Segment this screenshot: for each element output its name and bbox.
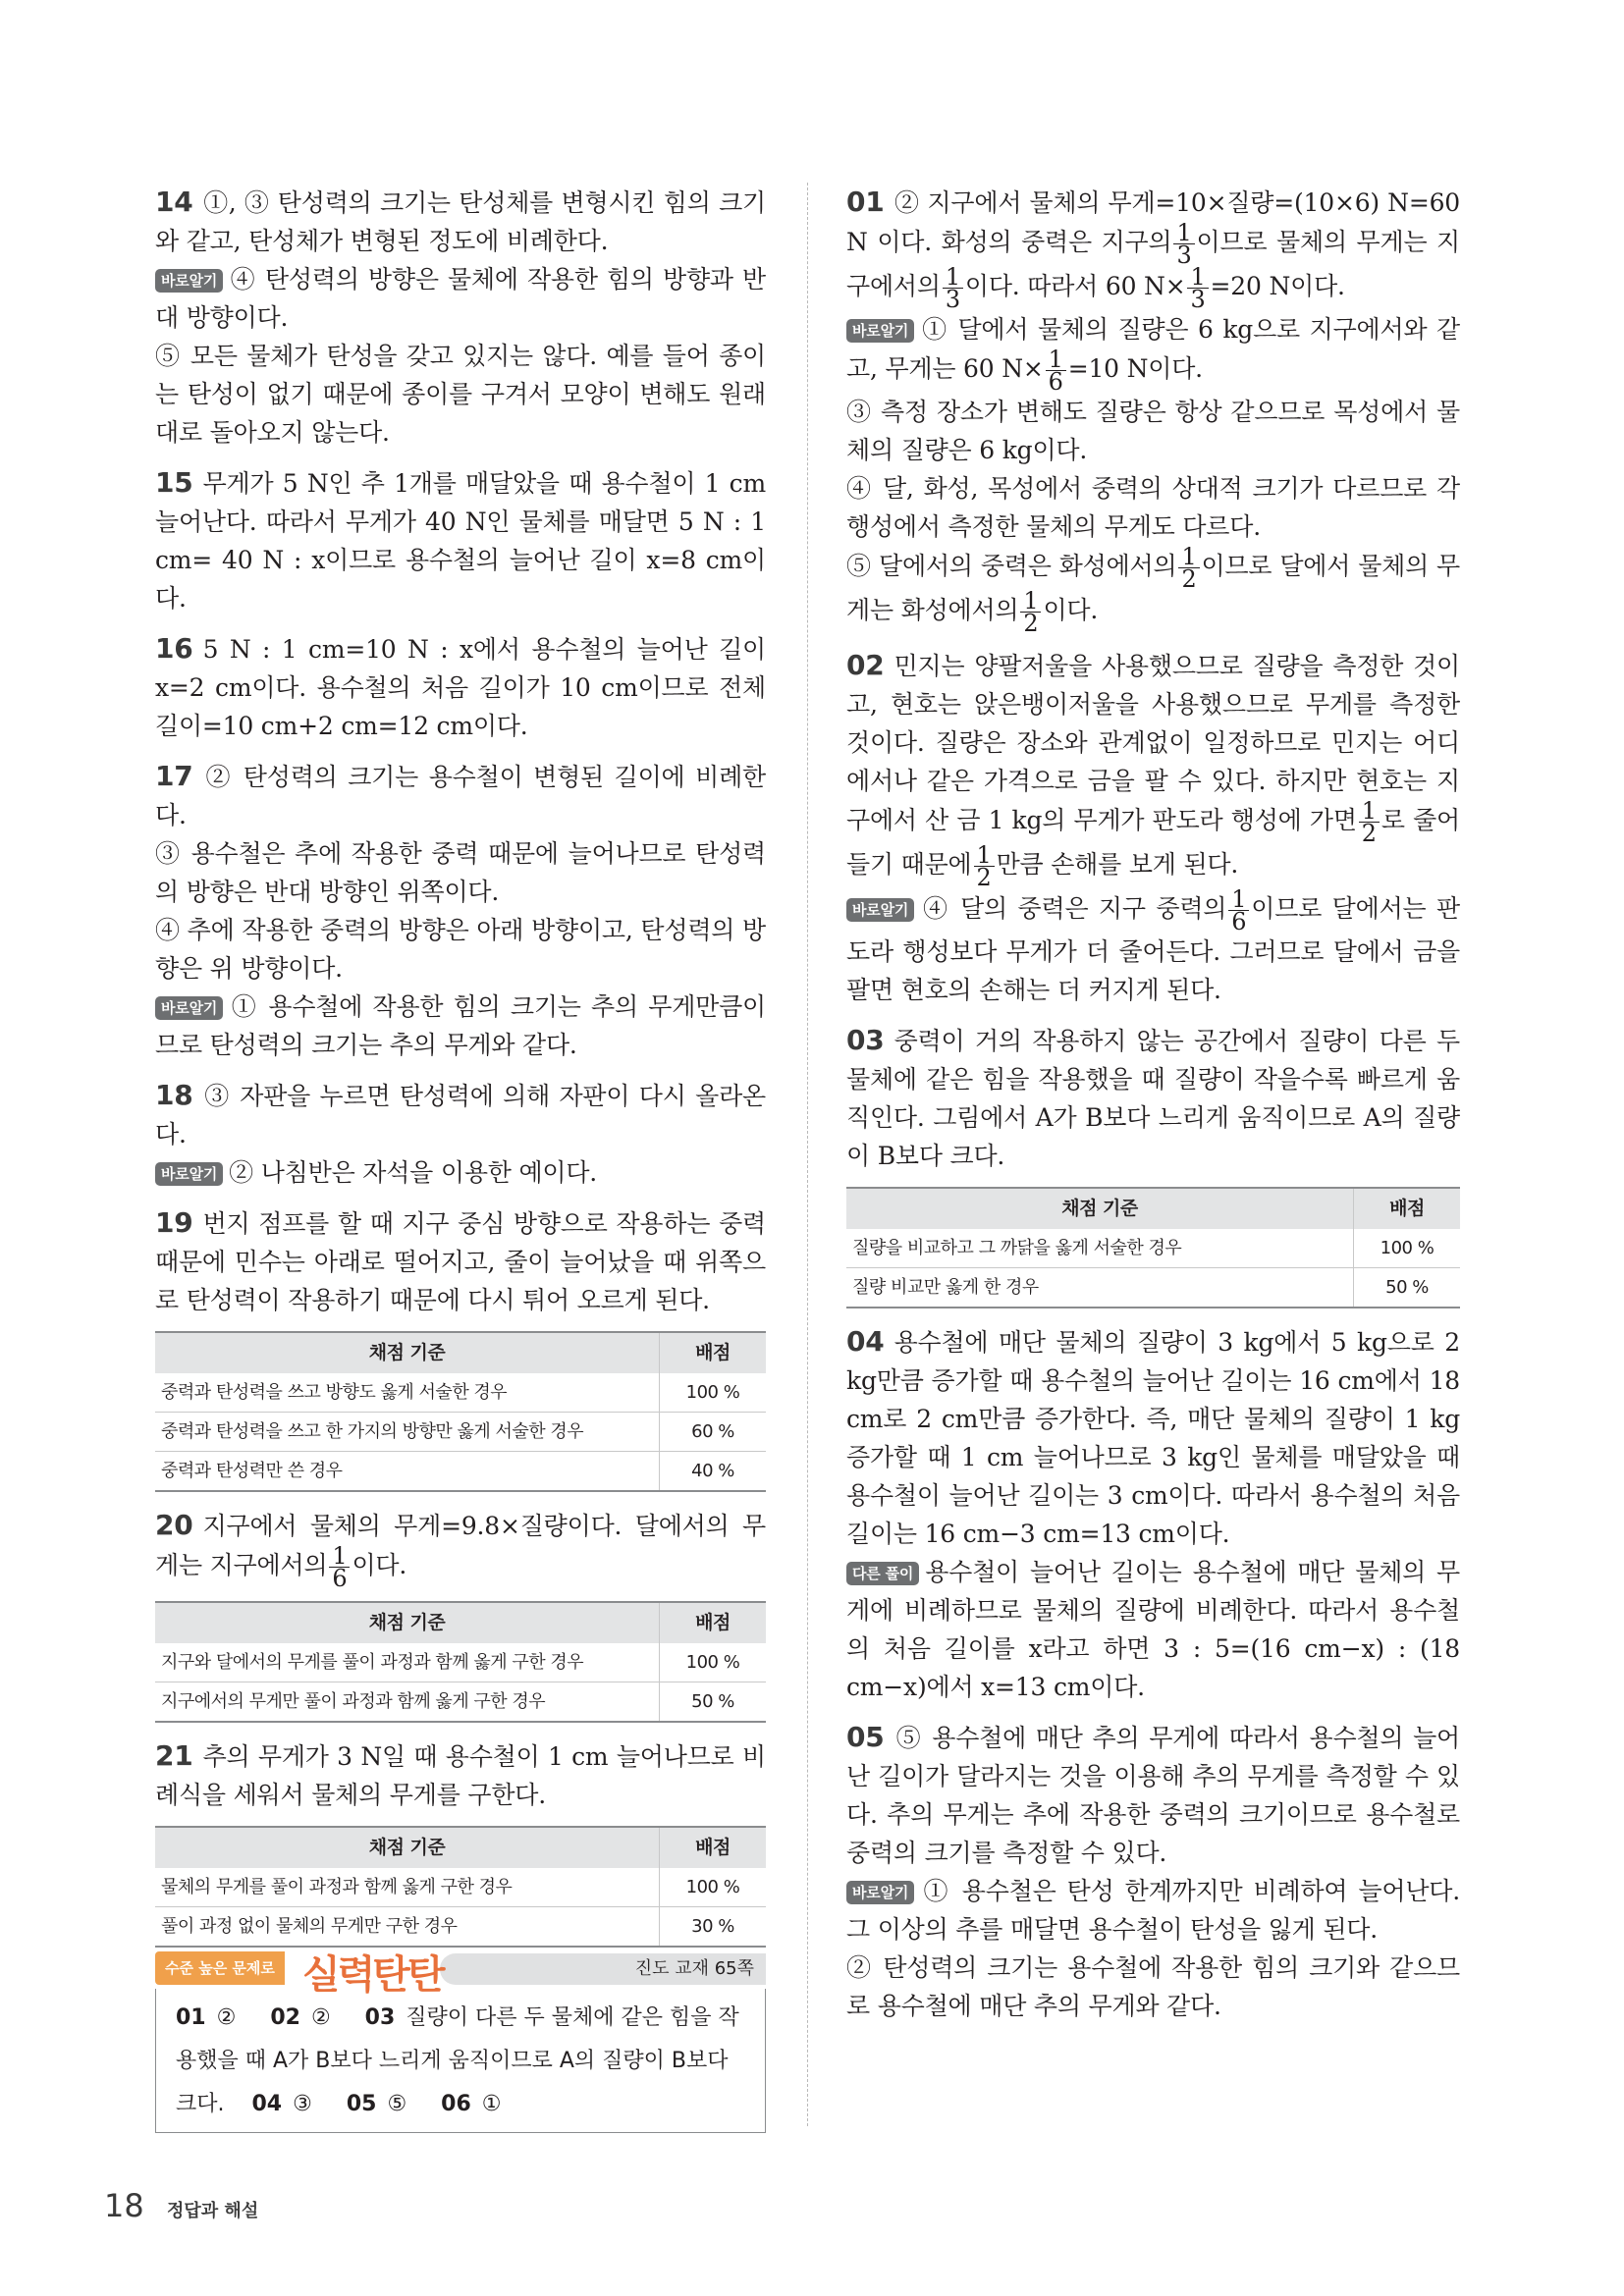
tag-badge: 바로알기 bbox=[155, 996, 223, 1020]
answer-02 bbox=[846, 646, 1460, 1009]
question-number: 18 bbox=[155, 1079, 193, 1111]
table-header: 채점 기준 bbox=[155, 1332, 660, 1373]
table-header: 배점 bbox=[660, 1827, 767, 1868]
answer-text: ① 달에서 물체의 질량은 6 kg으로 지구에서와 같고, 무게는 60 N× bbox=[846, 315, 1460, 383]
answer-text: 번지 점프를 할 때 지구 중심 방향으로 작용하는 중력 때문에 민수는 아래로 떨어지고, 줄이 늘어났을 때 위쪽으로 탄성력이 작용하기 때문에 다시 튀어 오르게 된다. bbox=[155, 1209, 766, 1314]
table-row bbox=[155, 1907, 766, 1948]
points-cell: 100 % bbox=[660, 1643, 767, 1682]
answer-text: 만큼 손해를 보게 된다. bbox=[996, 850, 1239, 879]
answer-text: ② 지구에서 물체의 무게=10×질량=(10×6) N=60 N 이다. 화성의 중력은 지구의 bbox=[846, 188, 1460, 256]
answer-text: 5 N : 1 cm=10 N : x에서 용수철의 늘어난 길이 x=2 cm이다. 용수철의 처음 길이가 10 cm이므로 전체 길이=10 cm+2 cm=12 cm이다. bbox=[155, 635, 766, 740]
answer-text: ② 탄성력의 크기는 용수철에 작용한 힘의 크기와 같으므로 용수철에 매단 추의 무게와 같다. bbox=[846, 1953, 1460, 2020]
criteria-cell: 풀이 과정 없이 물체의 무게만 구한 경우 bbox=[155, 1907, 660, 1948]
answer-text: 이므로 달에서는 판도라 행성보다 무게가 더 줄어든다. 그러므로 달에서 금을 팔면 현호의 손해는 더 커지게 된다. bbox=[846, 894, 1460, 1004]
question-number: 21 bbox=[155, 1739, 193, 1772]
fraction: $\frac{1}{2}$ bbox=[1178, 546, 1199, 590]
criteria-cell: 질량을 비교하고 그 까닭을 옳게 서술한 경우 bbox=[846, 1229, 1354, 1268]
answer-text: 이므로 물체의 무게는 지구에서의 bbox=[846, 228, 1460, 300]
answer-text: 이므로 달에서 물체의 무게는 화성에서의 bbox=[846, 552, 1460, 624]
answer-value: ① bbox=[481, 2092, 502, 2116]
fraction: $\frac{1}{3}$ bbox=[943, 266, 963, 310]
answer-number: 02 bbox=[270, 2005, 300, 2030]
table-header: 배점 bbox=[660, 1602, 767, 1643]
fraction: $\frac{1}{3}$ bbox=[1173, 222, 1194, 266]
points-cell: 100 % bbox=[660, 1373, 767, 1413]
points-cell: 100 % bbox=[660, 1868, 767, 1907]
table-header: 배점 bbox=[660, 1332, 767, 1373]
table-row bbox=[155, 1373, 766, 1413]
tag-badge: 바로알기 bbox=[846, 319, 914, 343]
fraction: $\frac{1}{6}$ bbox=[1046, 348, 1066, 393]
answer-value: ② bbox=[216, 2005, 237, 2030]
answer-text: ① 용수철은 탄성 한계까지만 비례하여 늘어난다. 그 이상의 추를 매달면 용수철이 탄성을 잃게 된다. bbox=[846, 1877, 1460, 1944]
table-header: 배점 bbox=[1354, 1188, 1461, 1229]
fraction: $\frac{1}{3}$ bbox=[1187, 266, 1208, 310]
left-column bbox=[155, 183, 766, 1961]
fraction: $\frac{1}{2}$ bbox=[1359, 800, 1380, 844]
answer-text: 무게가 5 N인 추 1개를 매달았을 때 용수철이 1 cm 늘어난다. 따라서 무게가 40 N인 물체를 매달면 5 N : 1 cm= 40 N : x이므로 용수철의 늘어난 길이 x=8 cm이다. bbox=[155, 469, 766, 613]
criteria-cell: 지구와 달에서의 무게를 풀이 과정과 함께 옳게 구한 경우 bbox=[155, 1643, 660, 1682]
table-header: 채점 기준 bbox=[846, 1188, 1354, 1229]
answer-16 bbox=[155, 629, 766, 745]
answer-value: ② bbox=[310, 2005, 331, 2030]
tag-badge: 바로알기 bbox=[155, 1162, 223, 1186]
answer-number: 01 bbox=[176, 2005, 206, 2030]
tag-badge: 바로알기 bbox=[846, 898, 914, 922]
answer-21 bbox=[155, 1736, 766, 1814]
answer-text: =20 N이다. bbox=[1210, 272, 1345, 300]
answer-text: =10 N이다. bbox=[1067, 354, 1203, 383]
answer-text: ⑤ 용수철에 매단 추의 무게에 따라서 용수철의 늘어난 길이가 달라지는 것을 이용해 추의 무게를 측정할 수 있다. 추의 무게는 추에 작용한 중력의 크기이므로 용수철로 중력의 크기를 측정할 수 있다. bbox=[846, 1724, 1460, 1867]
answer-text: ①, ③ 탄성력의 크기는 탄성체를 변형시킨 힘의 크기와 같고, 탄성체가 변형된 정도에 비례한다. bbox=[155, 188, 766, 255]
question-number: 05 bbox=[846, 1721, 885, 1753]
answer-18 bbox=[155, 1076, 766, 1192]
answer-text: ⑤ 달에서의 중력은 화성에서의 bbox=[846, 552, 1177, 580]
quick-answer-box bbox=[155, 1948, 766, 2144]
answer-14 bbox=[155, 183, 766, 452]
answer-text: 지구에서 물체의 무게=9.8×질량이다. 달에서의 무게는 지구에서의 bbox=[155, 1512, 766, 1579]
criteria-cell: 물체의 무게를 풀이 과정과 함께 옳게 구한 경우 bbox=[155, 1868, 660, 1907]
criteria-cell: 중력과 탄성력만 쓴 경우 bbox=[155, 1452, 660, 1492]
column-divider bbox=[807, 183, 808, 2126]
answer-text: 민지는 양팔저울을 사용했으므로 질량을 측정한 것이고, 현호는 앉은뱅이저울을 사용했으므로 무게를 측정한 것이다. 질량은 장소와 관계없이 일정하므로 민지는 어디에서나 같은 가격으로 금을 팔 수 있다. 하지만 현호는 지구에서 산 금 1 kg의 무게가 판도라 행성에 가면 bbox=[846, 652, 1460, 834]
points-cell: 50 % bbox=[660, 1682, 767, 1723]
section-title: 실력탄탄 bbox=[302, 1952, 443, 1998]
table-header: 채점 기준 bbox=[155, 1827, 660, 1868]
answer-17 bbox=[155, 757, 766, 1064]
scoring-table-19 bbox=[155, 1331, 766, 1492]
answer-20 bbox=[155, 1506, 766, 1592]
answer-number: 03 bbox=[364, 2005, 396, 2030]
answer-15 bbox=[155, 463, 766, 617]
answer-text: ③ 자판을 누르면 탄성력에 의해 자판이 다시 올라온다. bbox=[155, 1082, 766, 1148]
question-number: 16 bbox=[155, 632, 193, 665]
scoring-table-03 bbox=[846, 1187, 1460, 1308]
criteria-cell: 중력과 탄성력을 쓰고 한 가지의 방향만 옳게 서술한 경우 bbox=[155, 1413, 660, 1452]
answer-04 bbox=[846, 1322, 1460, 1706]
answer-text: 용수철이 늘어난 길이는 용수철에 매단 물체의 무게에 비례하므로 물체의 질량에 비례한다. 따라서 용수철의 처음 길이를 x라고 하면 3 : 5=(16 cm−x) : (18 cm−x)에서 x=13 cm이다. bbox=[846, 1558, 1460, 1701]
question-number: 20 bbox=[155, 1509, 193, 1541]
answer-01 bbox=[846, 183, 1460, 637]
answer-text: 용수철에 매단 물체의 질량이 3 kg에서 5 kg으로 2 kg만큼 증가할 때 용수철의 늘어난 길이는 16 cm에서 18 cm로 2 cm만큼 증가한다. 즉, 매단 물체의 질량이 1 kg 증가할 때 1 cm 늘어나므로 3 kg인 물체를 매달았을 때 용수철이 늘어난 길이는 3 cm이다. 따라서 용수철의 처음 길이는 16 cm−3 cm=13 cm이다. bbox=[846, 1328, 1460, 1548]
fraction: $\frac{1}{6}$ bbox=[329, 1545, 350, 1589]
right-column bbox=[846, 183, 1460, 2037]
question-number: 19 bbox=[155, 1206, 193, 1239]
question-number: 04 bbox=[846, 1325, 885, 1358]
points-cell: 30 % bbox=[660, 1907, 767, 1948]
answer-text: ③ 측정 장소가 변해도 질량은 항상 같으므로 목성에서 물체의 질량은 6 kg이다. bbox=[846, 398, 1460, 464]
box-answers bbox=[155, 1989, 766, 2133]
answer-text: 추의 무게가 3 N일 때 용수철이 1 cm 늘어나므로 비례식을 세워서 물체의 무게를 구한다. bbox=[155, 1742, 766, 1809]
table-row bbox=[846, 1229, 1460, 1268]
table-row bbox=[155, 1868, 766, 1907]
answer-text: 이다. bbox=[1043, 596, 1099, 624]
answer-text: 이다. 따라서 60 N× bbox=[964, 272, 1186, 300]
tag-badge: 바로알기 bbox=[846, 1881, 914, 1904]
tag-badge: 바로알기 bbox=[155, 269, 223, 293]
scoring-table-20 bbox=[155, 1601, 766, 1723]
scoring-table-21 bbox=[155, 1826, 766, 1948]
answer-value: ③ bbox=[293, 2092, 312, 2116]
table-header: 채점 기준 bbox=[155, 1602, 660, 1643]
question-number: 03 bbox=[846, 1024, 885, 1056]
answer-text: ② 나침반은 자석을 이용한 예이다. bbox=[229, 1158, 598, 1187]
level-badge: 수준 높은 문제로 bbox=[155, 1951, 285, 1985]
answer-text: ④ 달, 화성, 목성에서 중력의 상대적 크기가 다르므로 각 행성에서 측정한 물체의 무게도 다르다. bbox=[846, 474, 1460, 541]
page-number: 18 bbox=[104, 2187, 144, 2224]
answer-value: ⑤ bbox=[387, 2092, 407, 2116]
answer-text: 이다. bbox=[352, 1551, 407, 1579]
answer-value: 질량이 다른 두 물체에 같은 힘을 작용했을 때 A가 B보다 느리게 움직이므로 A의 질량이 B보다 크다. bbox=[176, 2005, 739, 2116]
table-row bbox=[155, 1643, 766, 1682]
criteria-cell: 지구에서의 무게만 풀이 과정과 함께 옳게 구한 경우 bbox=[155, 1682, 660, 1723]
points-cell: 100 % bbox=[1354, 1229, 1461, 1268]
answer-03 bbox=[846, 1021, 1460, 1175]
question-number: 15 bbox=[155, 466, 193, 499]
answer-text: ④ 탄성력의 방향은 물체에 작용한 힘의 방향과 반대 방향이다. bbox=[155, 265, 766, 332]
answer-text: ④ 달의 중력은 지구 중력의 bbox=[920, 894, 1227, 923]
tag-badge: 다른 풀이 bbox=[846, 1562, 919, 1585]
criteria-cell: 중력과 탄성력을 쓰고 방향도 옳게 서술한 경우 bbox=[155, 1373, 660, 1413]
fraction: $\frac{1}{2}$ bbox=[1020, 590, 1041, 634]
answer-number: 04 bbox=[251, 2092, 283, 2116]
table-row bbox=[155, 1452, 766, 1492]
textbook-reference: 진도 교재 65쪽 bbox=[634, 1958, 754, 1979]
question-number: 14 bbox=[155, 186, 193, 218]
answer-text: ④ 추에 작용한 중력의 방향은 아래 방향이고, 탄성력의 방향은 위 방향이다. bbox=[155, 916, 766, 983]
answer-text: ③ 용수철은 추에 작용한 중력 때문에 늘어나므로 탄성력의 방향은 반대 방향인 위쪽이다. bbox=[155, 839, 766, 906]
fraction: $\frac{1}{6}$ bbox=[1228, 888, 1249, 933]
points-cell: 50 % bbox=[1354, 1268, 1461, 1308]
answer-text: 중력이 거의 작용하지 않는 공간에서 질량이 다른 두 물체에 같은 힘을 작용했을 때 질량이 작을수록 빠르게 움직인다. 그림에서 A가 B보다 느리게 움직이므로 A의 질량이 B보다 크다. bbox=[846, 1027, 1460, 1170]
table-row bbox=[846, 1268, 1460, 1308]
question-number: 17 bbox=[155, 760, 193, 792]
answer-19 bbox=[155, 1203, 766, 1319]
answer-text: 로 줄어들기 때문에 bbox=[846, 806, 1460, 879]
answer-text: ① 용수철에 작용한 힘의 크기는 추의 무게만큼이므로 탄성력의 크기는 추의 무게와 같다. bbox=[155, 992, 766, 1059]
answer-number: 05 bbox=[346, 2092, 377, 2116]
answer-05 bbox=[846, 1718, 1460, 2025]
answer-text: ② 탄성력의 크기는 용수철이 변형된 길이에 비례한다. bbox=[155, 763, 766, 829]
question-number: 02 bbox=[846, 649, 885, 681]
table-row bbox=[155, 1682, 766, 1723]
fraction: $\frac{1}{2}$ bbox=[974, 844, 995, 888]
criteria-cell: 질량 비교만 옳게 한 경우 bbox=[846, 1268, 1354, 1308]
footer-label: 정답과 해설 bbox=[167, 2201, 259, 2221]
question-number: 01 bbox=[846, 186, 885, 218]
table-row bbox=[155, 1413, 766, 1452]
answer-text: ⑤ 모든 물체가 탄성을 갖고 있지는 않다. 예를 들어 종이는 탄성이 없기 때문에 종이를 구겨서 모양이 변해도 원래대로 돌아오지 않는다. bbox=[155, 342, 766, 447]
points-cell: 40 % bbox=[660, 1452, 767, 1492]
points-cell: 60 % bbox=[660, 1413, 767, 1452]
box-header bbox=[155, 1948, 766, 1998]
answer-number: 06 bbox=[441, 2092, 471, 2116]
